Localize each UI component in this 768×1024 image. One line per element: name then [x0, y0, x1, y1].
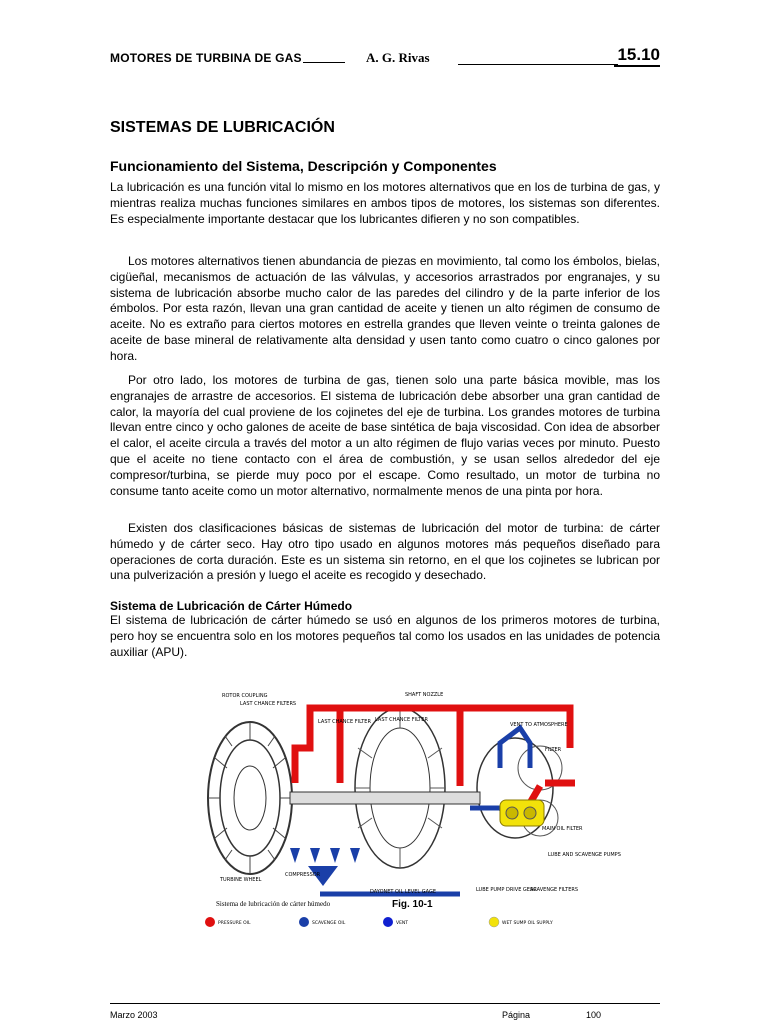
header-title: MOTORES DE TURBINA DE GAS — [110, 51, 345, 65]
legend-label-scavenge: SCAVENGE OIL — [312, 921, 346, 926]
footer-page-number: 100 — [586, 1010, 602, 1020]
label-lube-pump-drive: LUBE PUMP DRIVE GEAR — [476, 887, 537, 893]
header-number-underline — [614, 65, 660, 67]
header-author: A. G. Rivas — [366, 50, 430, 65]
label-main-oil-filter: MAIN OIL FILTER — [542, 826, 583, 832]
figure-legend — [205, 917, 553, 927]
footer-date: Marzo 2003 — [110, 1010, 158, 1020]
figure-caption: Sistema de lubricación de cárter húmedo — [216, 900, 331, 908]
diagram-svg — [200, 688, 621, 932]
paragraph-3: Por otro lado, los motores de turbina de gas, tienen solo una parte básica movible, mas los engranajes de arrastre de accesorios. El sistema de lubricación debe absorber una gran cantidad de calor, la mayoría del cual proviene de los cojinetes del eje de turbina. Los grandes motores de turbina llevan entre cinco y ocho galones de aceite de base sintética de baja viscosidad. Con idea de absorber el calor, el aceite circula a través del motor a un alto régimen de flujo varias veces por minuto. Puesto que el aceite no tiene contacto con el área de combustión, y se usan sellos alrededor del eje compresor/turbina, se pierde muy poco por el escape. Como resultado, un motor de turbina no consume tanto aceite como un motor alternativo, normalmente menos de una pinta por hora. — [110, 373, 660, 498]
label-last-chance-filter-mid: LAST CHANCE FILTER — [318, 719, 371, 725]
legend-swatch-scavenge — [299, 917, 309, 927]
legend-label-pressure: PRESSURE OIL — [218, 921, 251, 926]
compressor-drawing — [355, 708, 445, 868]
scavenge-arrows — [290, 848, 360, 886]
page-header — [110, 46, 660, 68]
label-lube-scavenge: LUBE AND SCAVENGE PUMPS — [548, 852, 621, 858]
label-rotor-coupling: ROTOR COUPLING — [222, 693, 268, 699]
header-page-number: 15.10 — [617, 45, 660, 64]
label-dayonet: DAYONET OIL LEVEL GAGE — [370, 889, 436, 895]
wet-sump-heading: Sistema de Lubricación de Cárter Húmedo — [110, 599, 353, 613]
label-last-chance-filters: LAST CHANCE FILTERS — [240, 701, 297, 707]
label-turbine-wheel: TURBINE WHEEL — [220, 877, 262, 883]
label-vent-atmosphere: VENT TO ATMOSPHERE — [510, 722, 568, 728]
section-title: SISTEMAS DE LUBRICACIÓN — [110, 119, 335, 136]
paragraph-2: Los motores alternativos tienen abundancia de piezas en movimiento, tal como los émbolos, bielas, cigüeñal, mecanismos de actuación de las válvulas, y accesorios arrastrados por engranajes, y su sistema de lubricación absorbe mucho calor de las paredes del cilindro y de la parte inferior de los émbolos. Por esta razón, llevan una gran cantidad de aceite y tienen un alto régimen de consumo de aceite. No es extraño para ciertos motores en estrella grandes que lleven veinte o treinta galones de aceite de base mineral de relativamente alta densidad y usen tanto como cuatro o cinco galones por hora. — [110, 254, 660, 363]
label-compressor: COMPRESSOR — [285, 872, 321, 878]
wet-sump-paragraph: El sistema de lubricación de cárter húmedo se usó en algunos de los primeros motores de turbina, pero hoy se encuentra solo en los motores pequeños tal como los usados en las unidades de potencia auxiliar (APU). — [110, 613, 660, 659]
wet-sump-pump — [500, 800, 544, 826]
main-shaft — [290, 792, 480, 804]
label-shaft-nozzle: SHAFT NOZZLE — [405, 692, 444, 698]
legend-label-vent: VENT — [396, 921, 409, 926]
turbine-wheel-drawing — [208, 722, 292, 874]
legend-label-wet-sump: WET SUMP OIL SUPPLY — [502, 921, 553, 926]
label-last-chance-filter-top: LAST CHANCE FILTER — [375, 717, 428, 723]
paragraph-1: La lubricación es una función vital lo mismo en los motores alternativos que en los de turbina de gas, y mientras realiza muchas funciones similares en ambos tipos de motores, los sistemas son diferentes. Es especialmente importante destacar que los lubricantes difieren y no son compatibles. — [110, 180, 660, 226]
subsection-title: Funcionamiento del Sistema, Descripción y Componentes — [110, 158, 497, 174]
paragraph-4: Existen dos clasificaciones básicas de sistemas de lubricación del motor de turbina: de cárter húmedo y de cárter seco. Hay otro tipo usado en algunos motores más pequeños diseñado para operaciones de corta duración. Este es un sistema sin retorno, en el que los cojinetes se lubrican por una pulverización a presión y luego el aceite es recogido y desechado. — [110, 521, 660, 583]
label-filter: FILTER — [545, 747, 562, 753]
scavenge-oil-lines — [320, 728, 530, 894]
legend-swatch-pressure — [205, 917, 215, 927]
header-rule — [458, 64, 618, 65]
footer-rule — [110, 1003, 660, 1004]
footer-page-label: Página — [502, 1010, 531, 1020]
legend-swatch-wet-sump — [489, 917, 499, 927]
lubrication-diagram — [200, 688, 621, 932]
legend-swatch-vent — [383, 917, 393, 927]
figure-number: Fig. 10-1 — [392, 899, 433, 910]
label-scavenge-filters: SCAVENGE FILTERS — [530, 887, 579, 893]
